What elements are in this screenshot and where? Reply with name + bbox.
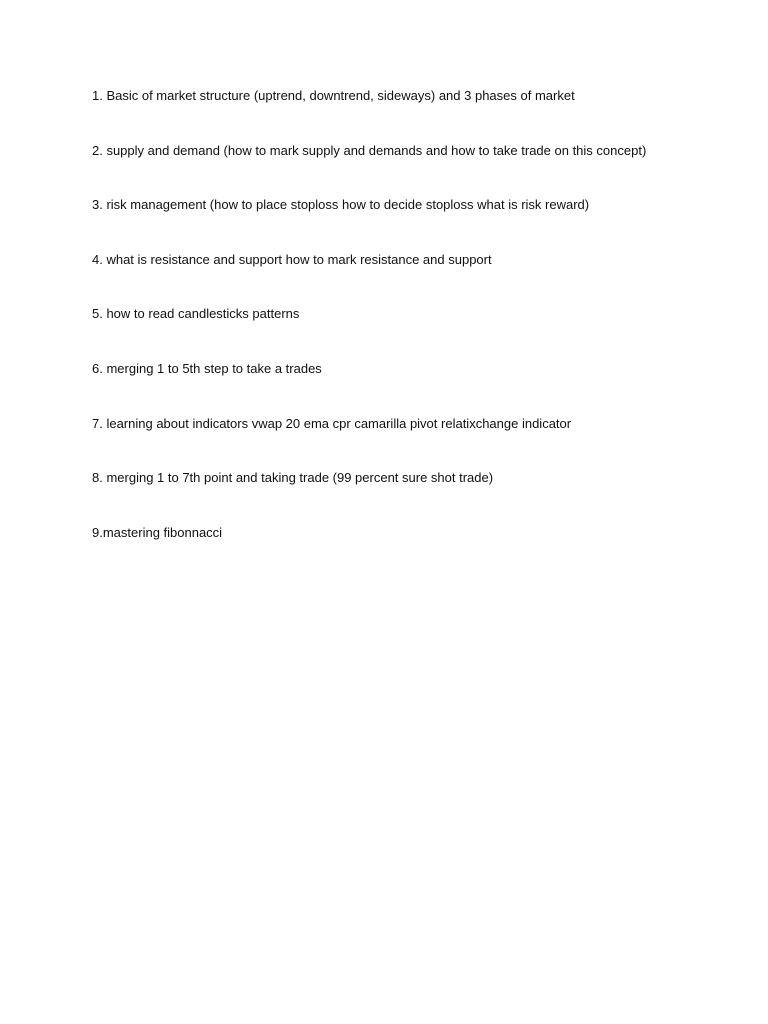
- list-item-8: 8. merging 1 to 7th point and taking trade (99 percent sure shot trade): [92, 470, 494, 486]
- list-item-6: 6. merging 1 to 5th step to take a trades: [92, 360, 322, 376]
- list-item-5: 5. how to read candlesticks patterns: [92, 306, 300, 322]
- topic-list: [92, 86, 732, 577]
- list-item-7: 7. learning about indicators vwap 20 ema cpr camarilla pivot relatixchange indicator: [92, 415, 572, 431]
- list-item-2: 2. supply and demand (how to mark supply and demands and how to take trade on this concept): [92, 142, 647, 158]
- list-item-9: 9.mastering fibonnacci: [92, 524, 223, 540]
- list-item-3: 3. risk management (how to place stoploss how to decide stoploss what is risk reward): [92, 197, 590, 213]
- list-item-1: 1. Basic of market structure (uptrend, downtrend, sideways) and 3 phases of market: [92, 88, 575, 103]
- list-item-4: 4. what is resistance and support how to mark resistance and support: [92, 251, 492, 267]
